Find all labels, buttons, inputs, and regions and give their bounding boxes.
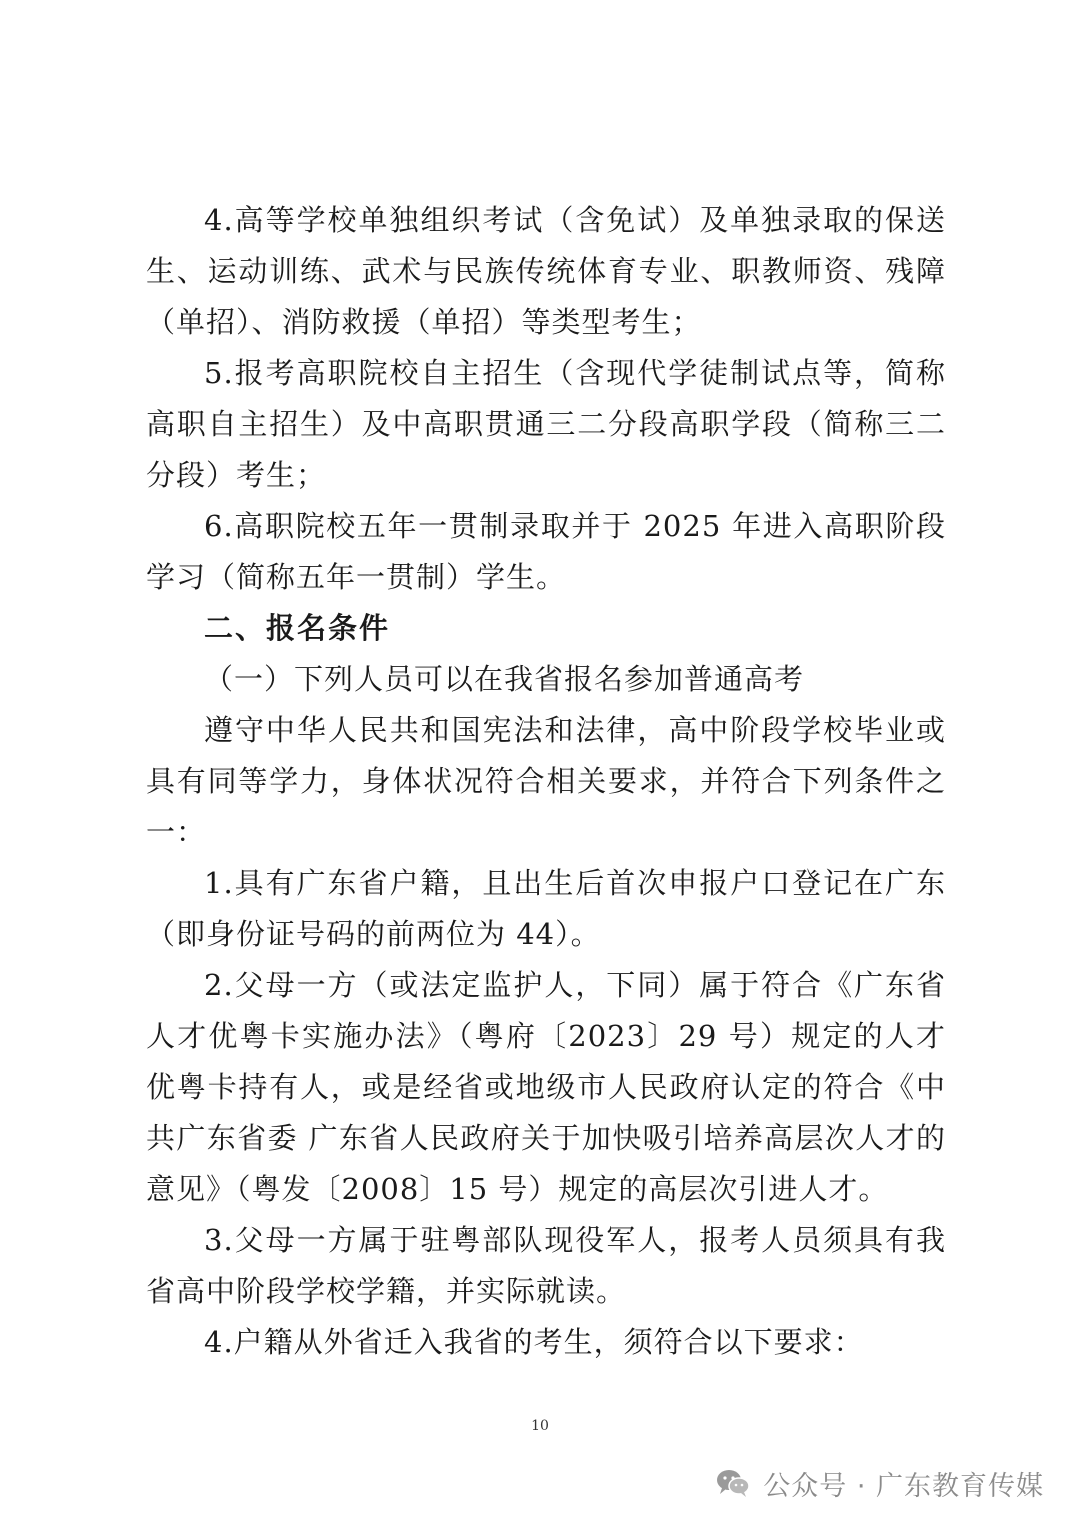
section-heading: 二、报名条件 [204,611,391,645]
document-body [146,195,946,1368]
conditions-intro: 遵守中华人民共和国宪法和法律，高中阶段学校毕业或具有同等学力，身体状况符合相关要求，并符合下列条件之一： [146,713,946,849]
paragraph-item-4: 4.高等学校单独组织考试（含免试）及单独录取的保送生、运动训练、武术与民族传统体育专业、职教师资、残障（单招）、消防救援（单招）等类型考生； [146,203,946,339]
paragraph-item-6: 6.高职院校五年一贯制录取并于 2025 年进入高职阶段学习（简称五年一贯制）学生。 [146,509,946,594]
condition-item-2: 2.父母一方（或法定监护人，下同）属于符合《广东省人才优粤卡实施办法》（粤府〔2023〕29 号）规定的人才优粤卡持有人，或是经省或地级市人民政府认定的符合《中共广东省委 广东省人民政府关于加快吸引培养高层次人才的意见》（粤发〔2008〕15 号）规定的高层次引进人才。 [146,968,946,1206]
watermark-text: 公众号 · 广东教育传媒 [763,1470,1044,1502]
condition-item-4: 4.户籍从外省迁入我省的考生，须符合以下要求： [204,1325,864,1359]
paragraph-item-5: 5.报考高职院校自主招生（含现代学徒制试点等，简称高职自主招生）及中高职贯通三二分段高职学段（简称三二分段）考生； [146,356,946,492]
condition-item-3: 3.父母一方属于驻粤部队现役军人，报考人员须具有我省高中阶段学校学籍，并实际就读。 [146,1223,946,1308]
watermark [715,1460,1044,1506]
condition-item-1: 1.具有广东省户籍，且出生后首次申报户口登记在广东（即身份证号码的前两位为 44）。 [146,866,946,951]
subsection-heading: （一）下列人员可以在我省报名参加普通高考 [204,662,805,696]
wechat-icon [715,1468,751,1498]
page-number: 10 [531,1418,549,1434]
